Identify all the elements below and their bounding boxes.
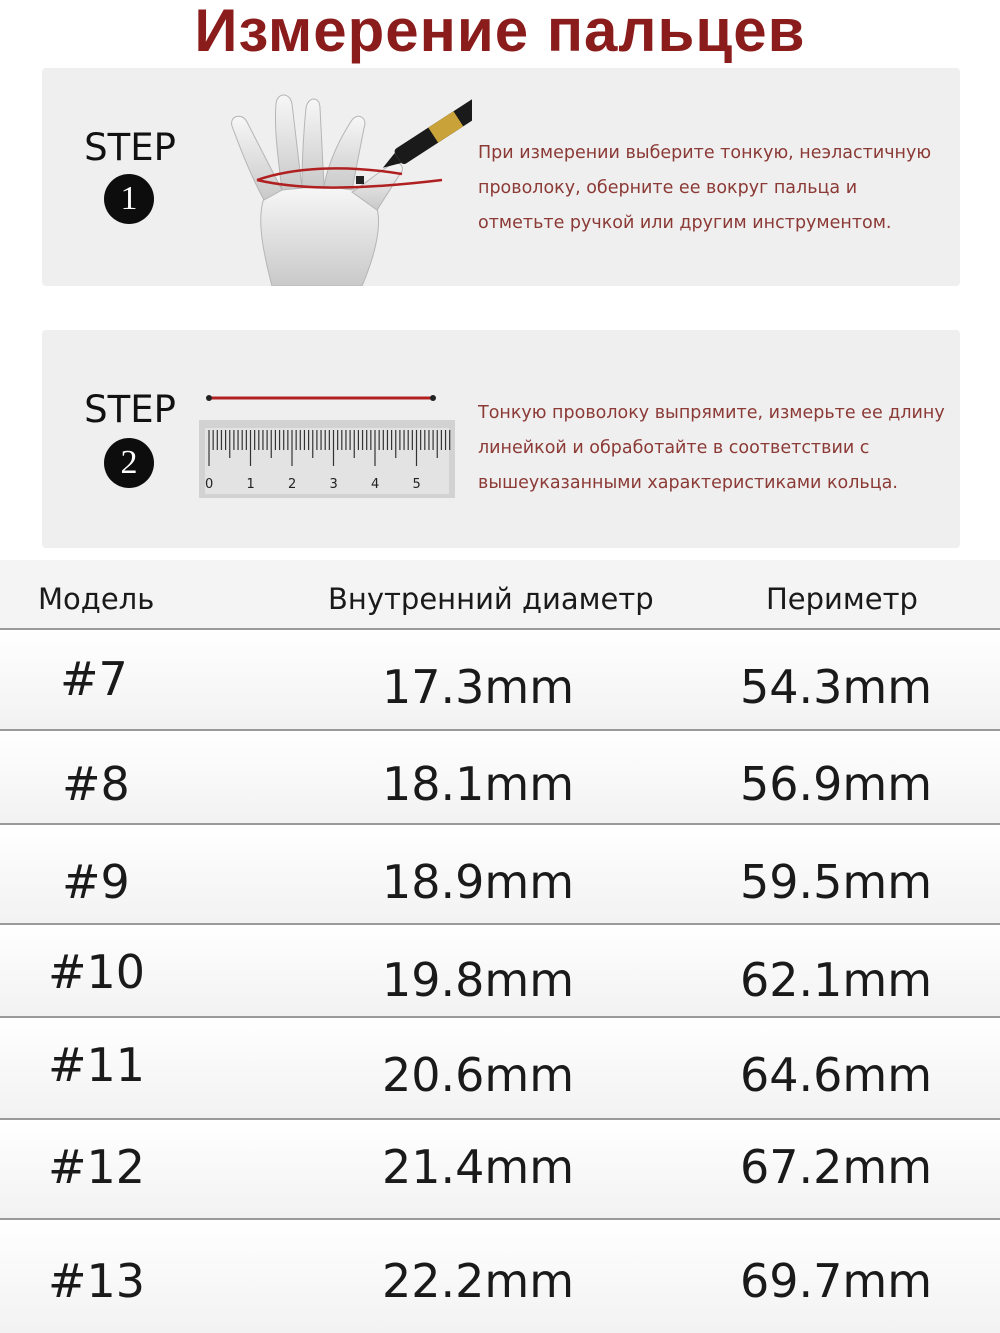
cell-perimeter: 62.1mm	[740, 953, 933, 1007]
cell-perimeter: 56.9mm	[740, 757, 933, 811]
cell-model: #8	[62, 757, 130, 811]
table-row	[0, 1120, 1000, 1220]
header-inner-diameter: Внутренний диаметр	[328, 582, 654, 616]
header-perimeter: Периметр	[766, 582, 918, 616]
cell-diameter: 17.3mm	[382, 660, 575, 714]
step-1-instruction: При измерении выберите тонкую, неэластичную проволоку, оберните ее вокруг пальца и отметьте ручкой или другим инструментом.	[478, 143, 932, 233]
step-2-label: STEP	[84, 388, 176, 431]
table-row	[0, 630, 1000, 731]
cell-perimeter: 69.7mm	[740, 1254, 933, 1308]
page-title: Измерение пальцев	[194, 0, 806, 64]
hand-illustration-icon	[202, 68, 472, 286]
cell-model: #7	[60, 652, 128, 706]
cell-model: #12	[48, 1140, 146, 1194]
cell-diameter: 18.1mm	[382, 757, 575, 811]
table-row	[0, 1018, 1000, 1120]
cell-perimeter: 59.5mm	[740, 855, 933, 909]
marker-pen-icon	[378, 88, 472, 175]
ruler-label: 1	[246, 477, 255, 492]
wire-mark-icon	[356, 176, 364, 184]
cell-perimeter: 67.2mm	[740, 1140, 933, 1194]
table-row	[0, 925, 1000, 1018]
ruler-label: 2	[288, 477, 297, 492]
step-2-number-badge: 2	[104, 438, 154, 488]
cell-diameter: 18.9mm	[382, 855, 575, 909]
table-header	[0, 560, 1000, 630]
step-2-instruction: Тонкую проволоку выпрямите, измерьте ее длину линейкой и обработайте в соответствии с вышеуказанными характеристиками кольца.	[478, 403, 945, 493]
ruler-label: 5	[412, 477, 421, 492]
cell-model: #10	[48, 945, 146, 999]
size-table	[0, 560, 1000, 1333]
step-2-panel	[42, 330, 960, 548]
cell-diameter: 22.2mm	[382, 1254, 575, 1308]
cell-model: #13	[48, 1254, 146, 1308]
cell-perimeter: 64.6mm	[740, 1048, 933, 1102]
cell-model: #9	[62, 855, 130, 909]
ruler-label: 4	[371, 477, 380, 492]
cell-perimeter: 54.3mm	[740, 660, 933, 714]
cell-model: #11	[48, 1038, 146, 1092]
cell-diameter: 20.6mm	[382, 1048, 575, 1102]
table-row	[0, 1220, 1000, 1333]
table-row	[0, 825, 1000, 925]
ruler-icon	[197, 390, 459, 502]
header-model: Модель	[38, 582, 155, 616]
cell-diameter: 21.4mm	[382, 1140, 575, 1194]
step-1-number-badge: 1	[104, 174, 154, 224]
table-row	[0, 731, 1000, 825]
cell-diameter: 19.8mm	[382, 953, 575, 1007]
ruler-label: 3	[329, 477, 338, 492]
ruler-label: 0	[205, 477, 214, 492]
step-1-panel	[42, 68, 960, 286]
step-1-label: STEP	[84, 126, 176, 169]
